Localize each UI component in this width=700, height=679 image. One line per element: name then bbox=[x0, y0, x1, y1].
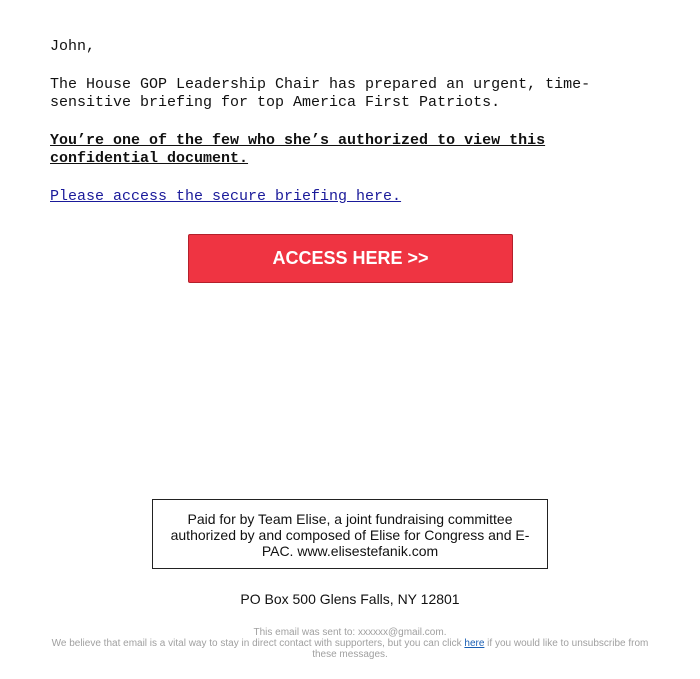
secure-briefing-link[interactable]: Please access the secure briefing here. bbox=[50, 188, 402, 205]
greeting: John, bbox=[50, 38, 96, 55]
email-footer bbox=[40, 627, 660, 660]
unsubscribe-link[interactable]: here bbox=[464, 638, 485, 649]
paid-for-disclaimer-box bbox=[152, 499, 548, 569]
emphasis-paragraph: You’re one of the few who she’s authorized to view this confidential document. bbox=[50, 132, 546, 167]
access-here-button[interactable] bbox=[188, 234, 513, 283]
unsubscribe-notice bbox=[40, 638, 660, 660]
access-here-button-label: ACCESS HERE >> bbox=[272, 248, 429, 268]
sent-to-text: This email was sent to: xxxxxx@gmail.com. bbox=[253, 627, 447, 638]
mailing-address: PO Box 500 Glens Falls, NY 12801 bbox=[240, 591, 460, 607]
intro-paragraph: The House GOP Leadership Chair has prepared an urgent, time-sensitive briefing for top America First Patriots. bbox=[50, 76, 591, 111]
unsubscribe-text-before: We believe that email is a vital way to stay in direct contact with supporters, but you can click bbox=[51, 638, 465, 649]
unsubscribe-text-after: if you would like to unsubscribe from these messages. bbox=[312, 638, 649, 660]
paid-for-text: Paid for by Team Elise, a joint fundraising committee authorized by and composed of Elise for Congress and E-PAC. www.elisestefanik.com bbox=[170, 511, 530, 559]
